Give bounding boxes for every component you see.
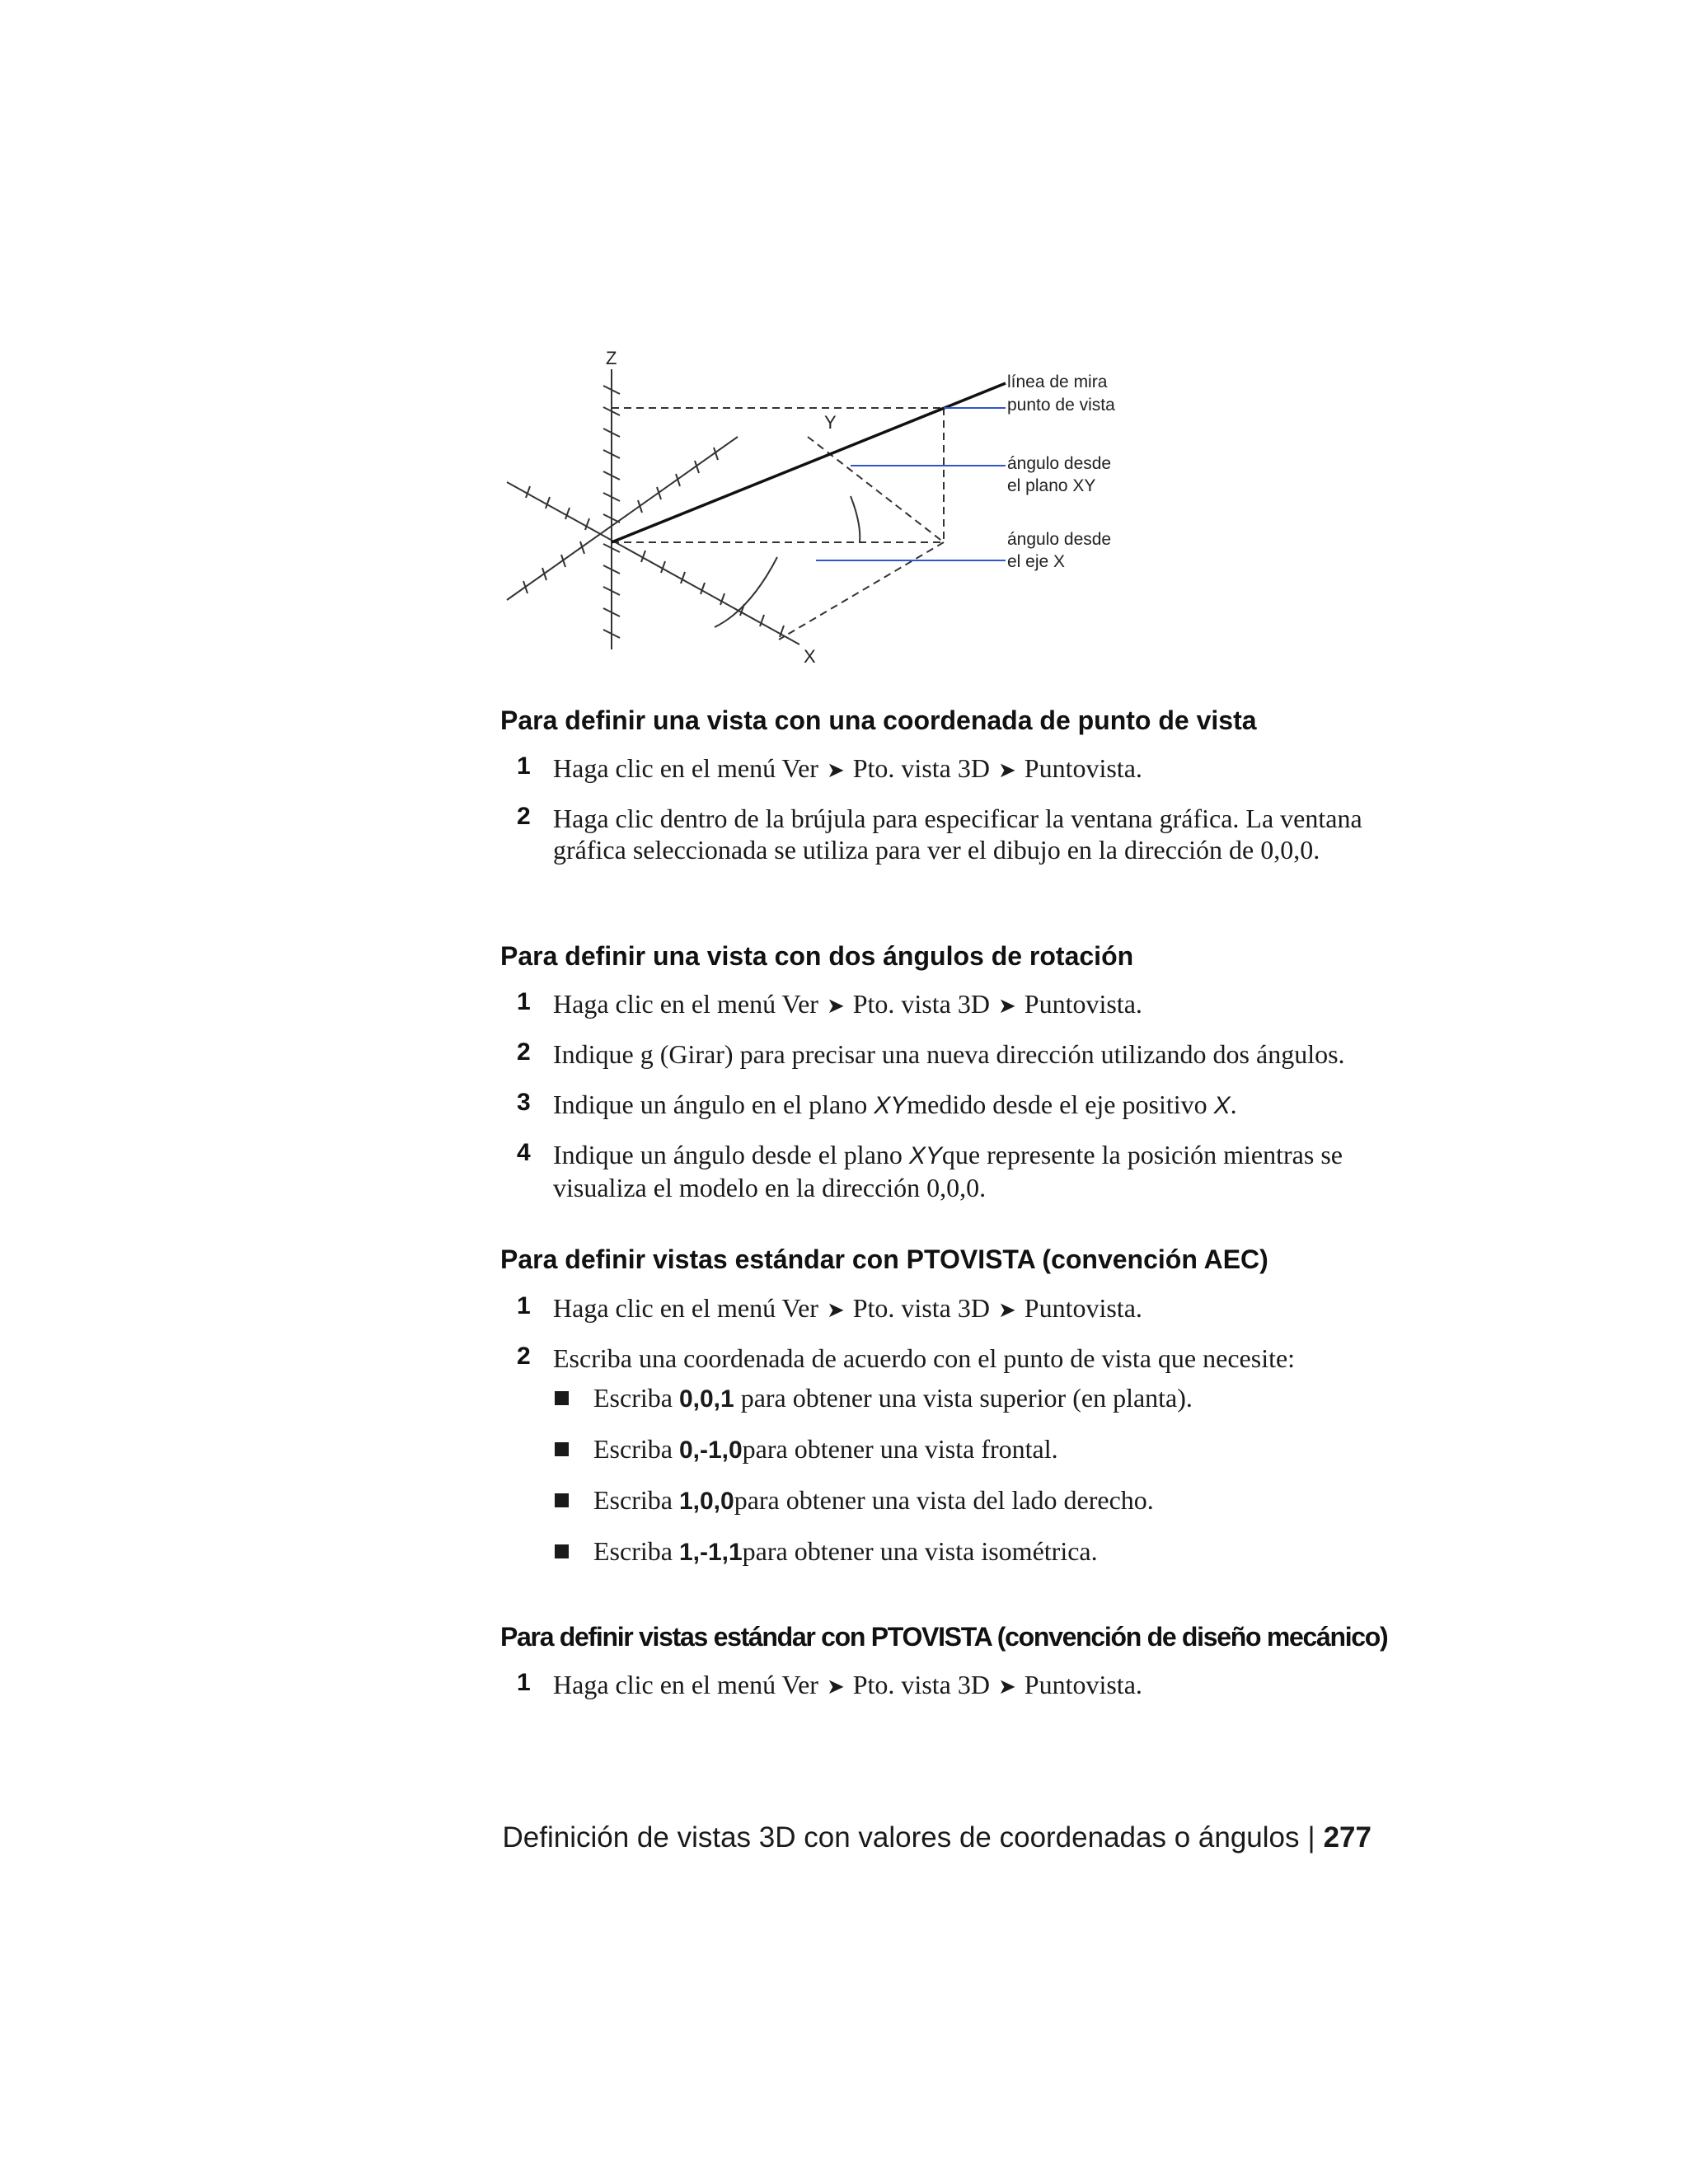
square-bullet-icon <box>555 1544 569 1558</box>
label-angulo-plano-1: ángulo desde <box>1007 454 1112 473</box>
leader-lines <box>816 408 1006 560</box>
text-run: para obtener una vista isométrica. <box>742 1536 1098 1566</box>
text-run: Escriba <box>593 1485 679 1515</box>
menu-arrow-icon: ➤ <box>826 1298 845 1323</box>
viewpoint-diagram <box>495 346 1154 676</box>
menu-arrow-icon: ➤ <box>826 994 845 1019</box>
step-number: 1 <box>517 752 531 780</box>
section-heading: Para definir vistas estándar con PTOVISTA (convención AEC) <box>500 1244 1268 1274</box>
line-of-sight <box>612 383 1006 542</box>
coordinate-value: 1,-1,1 <box>678 1539 743 1566</box>
page-number: 277 <box>1323 1821 1372 1854</box>
label-angulo-plano-2: el plano XY <box>1007 476 1096 495</box>
bullet-text <box>593 1484 1154 1517</box>
step-text <box>553 1669 1377 1703</box>
step-text: Escriba una coordenada de acuerdo con el punto de vista que necesite: <box>553 1343 1296 1373</box>
text-run: para obtener una vista del lado derecho. <box>734 1485 1154 1515</box>
section-heading: Para definir una vista con una coordenada de punto de vista <box>500 705 1257 735</box>
label-linea-de-mira: línea de mira <box>1007 373 1108 391</box>
xy-angle-arc <box>851 496 860 542</box>
step-number: 3 <box>517 1089 531 1116</box>
text-run: medido desde el eje positivo <box>907 1090 1214 1119</box>
menu-path-part: Pto. vista 3D <box>852 1293 990 1323</box>
x-axis <box>507 482 799 644</box>
label-angulo-eje-1: ángulo desde <box>1007 530 1112 549</box>
italic-term: XY <box>874 1092 907 1119</box>
square-bullet-icon <box>555 1442 569 1456</box>
step-number: 2 <box>517 803 531 830</box>
step-text <box>553 1139 1377 1203</box>
y-axis <box>507 437 738 600</box>
text-run: Indique un ángulo desde el plano <box>553 1140 909 1169</box>
step-number: 1 <box>517 1292 531 1319</box>
menu-path-part: Haga clic en el menú Ver <box>553 753 818 783</box>
text-run: que represente la posición mientras se visualiza el modelo en la dirección 0,0,0. <box>553 1140 1343 1202</box>
z-axis-label: Z <box>606 348 617 368</box>
menu-path-part: Pto. vista 3D <box>852 989 990 1019</box>
text-run: Escriba <box>593 1383 679 1413</box>
menu-path-part: Puntovista. <box>1024 1293 1142 1323</box>
menu-arrow-icon: ➤ <box>997 1298 1016 1323</box>
italic-term: X <box>1213 1092 1231 1119</box>
text-run: Escriba <box>593 1434 679 1464</box>
menu-path-part: Pto. vista 3D <box>852 1670 990 1699</box>
y-axis-label: Y <box>824 412 837 433</box>
footer-separator: | <box>1307 1821 1315 1854</box>
coordinate-value: 1,0,0 <box>678 1488 734 1515</box>
step-text: Indique g (Girar) para precisar una nueva dirección utilizando dos ángulos. <box>553 1039 1345 1069</box>
step-text <box>553 1292 1377 1326</box>
menu-path-part: Pto. vista 3D <box>852 753 990 783</box>
menu-path-part: Puntovista. <box>1024 753 1142 783</box>
text-run: Escriba <box>593 1536 679 1566</box>
square-bullet-icon <box>555 1391 569 1405</box>
label-angulo-eje-2: el eje X <box>1007 552 1066 571</box>
menu-path-part: Puntovista. <box>1024 989 1142 1019</box>
menu-path-part: Haga clic en el menú Ver <box>553 1670 818 1699</box>
step-text <box>553 988 1377 1022</box>
x-axis-label: X <box>804 646 816 667</box>
bullet-text <box>593 1382 1193 1415</box>
menu-arrow-icon: ➤ <box>997 994 1016 1019</box>
menu-arrow-icon: ➤ <box>997 758 1016 783</box>
menu-arrow-icon: ➤ <box>997 1675 1016 1699</box>
text-run: Indique un ángulo en el plano <box>553 1090 874 1119</box>
menu-arrow-icon: ➤ <box>826 758 845 783</box>
text-run: para obtener una vista superior (en planta). <box>734 1383 1193 1413</box>
step-number: 1 <box>517 1669 531 1696</box>
section-heading: Para definir una vista con dos ángulos de rotación <box>500 941 1134 971</box>
menu-path-part: Haga clic en el menú Ver <box>553 1293 818 1323</box>
step-number: 2 <box>517 1038 531 1066</box>
coordinate-value: 0,0,1 <box>678 1385 734 1413</box>
section-heading: Para definir vistas estándar con PTOVISTA (convención de diseño mecánico) <box>500 1622 1388 1652</box>
footer-title: Definición de vistas 3D con valores de coordenadas o ángulos <box>502 1821 1300 1854</box>
text-run: para obtener una vista frontal. <box>742 1434 1058 1464</box>
page-footer <box>503 1821 1372 1854</box>
x-angle-arc <box>715 557 777 627</box>
italic-term: XY <box>908 1142 942 1169</box>
menu-path-part: Haga clic en el menú Ver <box>553 989 818 1019</box>
step-text <box>553 752 1377 786</box>
step-text <box>553 1089 1377 1122</box>
menu-path-part: Puntovista. <box>1024 1670 1142 1699</box>
text-run: . <box>1230 1090 1237 1119</box>
bullet-text <box>593 1535 1098 1568</box>
step-text: Haga clic dentro de la brújula para especificar la ventana gráfica. La ventana gráfica seleccionada se utiliza para ver el dibujo en la dirección de 0,0,0. <box>553 804 1362 865</box>
bullet-text <box>593 1433 1058 1466</box>
step-number: 4 <box>517 1139 531 1166</box>
step-number: 1 <box>517 988 531 1015</box>
step-number: 2 <box>517 1343 531 1370</box>
square-bullet-icon <box>555 1493 569 1507</box>
label-punto-de-vista: punto de vista <box>1007 396 1115 415</box>
coordinate-value: 0,-1,0 <box>678 1436 743 1464</box>
menu-arrow-icon: ➤ <box>826 1675 845 1699</box>
